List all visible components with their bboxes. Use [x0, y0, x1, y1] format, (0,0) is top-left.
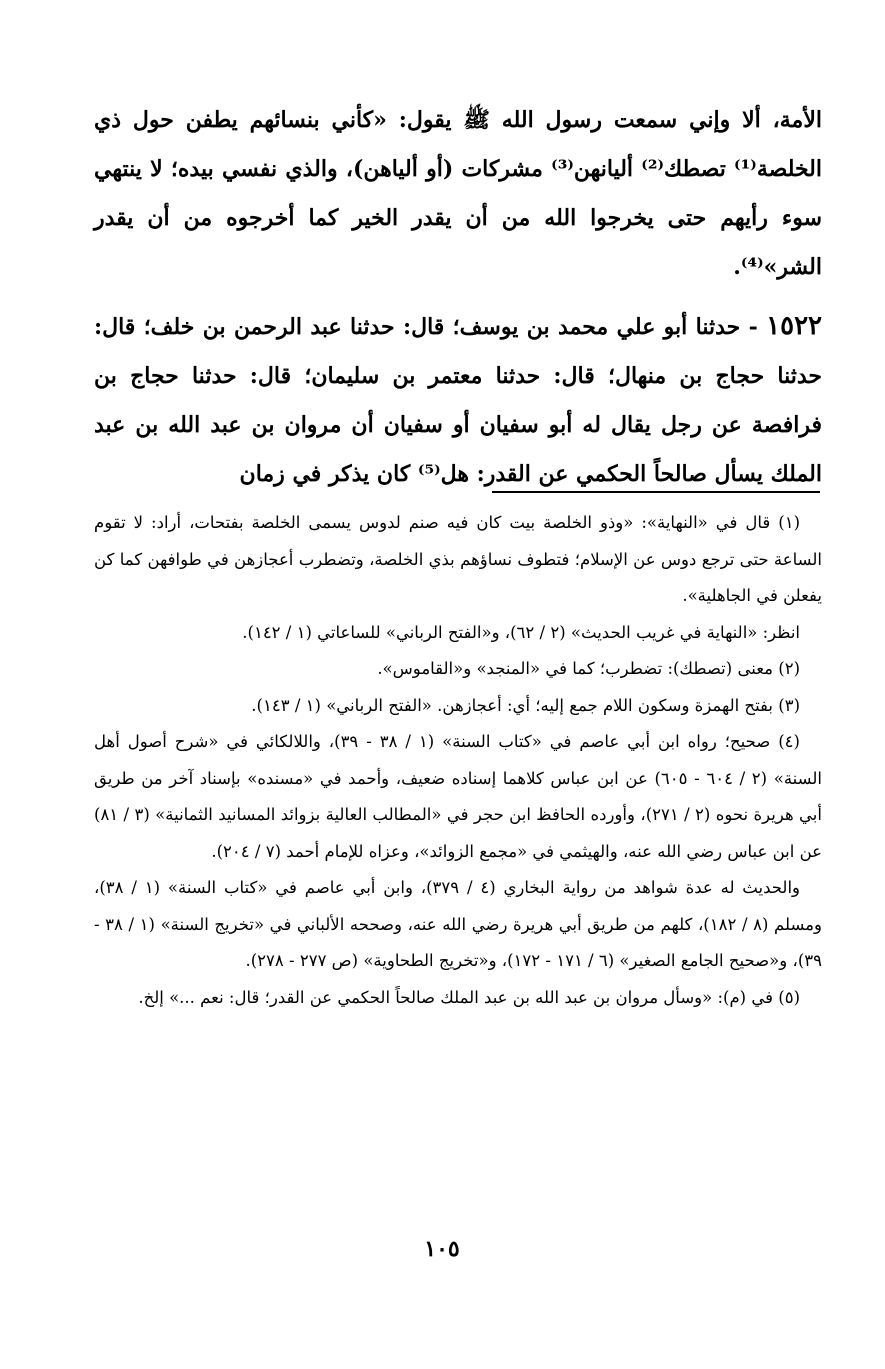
- footnote-1: (١) قال في «النهاية»: «وذو الخلصة بيت كان فيه صنم لدوس يسمى الخلصة بفتحات، أراد: لا تقوم الساعة حتى ترجع دوس عن الإسلام؛ فتطوف نساؤهم بذي الخلصة، وتضطرب أعجازهن في طوافهن كما كن يفعلن في الجاهلية».: [94, 513, 822, 605]
- main-text: [94, 96, 822, 499]
- footnote-2: (٢) معنى (تصطك): تضطرب؛ كما في «المنجد» و«القاموس».: [377, 659, 800, 678]
- main-paragraph: الأمة، ألا وإني سمعت رسول الله ﷺ يقول: «كأني بنسائهم يطفن حول ذي الخلصة⁽¹⁾ تصطك⁽²⁾ أليانهن⁽³⁾ مشركات (أو ألياهن)، والذي نفسي بيده؛ لا ينتهي سوء رأيهم حتى يخرجوا الله من أن يقدر الخير كما أخرجوه من أن يقدر الشر»⁽⁴⁾.: [94, 107, 822, 280]
- footnote-5: (٥) في (م): «وسأل مروان بن عبد الله بن عبد الملك صالحاً الحكمي عن القدر؛ قال: نعم ...» إلخ.: [138, 987, 800, 1007]
- footnotes: [94, 505, 822, 1016]
- footnote-divider: [492, 491, 820, 493]
- footnote-1-reference: انظر: «النهاية في غريب الحديث» (٢ / ٦٢)، و«الفتح الرباني» للساعاتي (١ / ١٤٢).: [242, 622, 800, 642]
- hadith-number: ١٥٢٢: [766, 311, 822, 341]
- hadith-text: - حدثنا أبو علي محمد بن يوسف؛ قال: حدثنا عبد الرحمن بن خلف؛ قال: حدثنا حجاج بن منهال؛ قال: حدثنا معتمر بن سليمان؛ قال: حدثنا حجاج بن فرافصة عن رجل يقال له أبو سفيان أو سفيان أن مروان بن عبد الله بن عبد الملك يسأل صالحاً الحكمي عن القدر: هل⁽⁵⁾ كان يذكر في زمان: [94, 314, 822, 487]
- footnote-4-continued: والحديث له عدة شواهد من رواية البخاري (٤ / ٣٧٩)، وابن أبي عاصم في «كتاب السنة» (١ / ٣٨)، ومسلم (٨ / ١٨٢)، كلهم من طريق أبي هريرة رضي الله عنه، وصححه الألباني في «تخريج السنة» (١ / ٣٨ - ٣٩)، و«صحيح الجامع الصغير» (٦ / ١٧١ - ١٧٢)، و«تخريج الطحاوية» (ص ٢٧٧ - ٢٧٨).: [94, 878, 822, 970]
- footnote-4: (٤) صحيح؛ رواه ابن أبي عاصم في «كتاب السنة» (١ / ٣٨ - ٣٩)، واللالكائي في «شرح أصول أهل السنة» (٢ / ٦٠٤ - ٦٠٥) عن ابن عباس كلاهما إسناده ضعيف، وأحمد في «مسنده» بإسناد آخر من طريق أبي هريرة نحوه (٢ / ٢٧١)، وأورده الحافظ ابن حجر في «المطالب العالية بزوائد المسانيد الثمانية» (٣ / ٨١) عن ابن عباس رضي الله عنه، والهيثمي في «مجمع الزوائد»، وعزاه للإمام أحمد (٧ / ٢٠٤).: [94, 732, 822, 861]
- hadith-paragraph: [94, 302, 822, 499]
- page-number: ١٠٥: [424, 1236, 460, 1262]
- footnote-3: (٣) بفتح الهمزة وسكون اللام جمع إليه؛ أي: أعجازهن. «الفتح الرباني» (١ / ١٤٣).: [251, 695, 800, 715]
